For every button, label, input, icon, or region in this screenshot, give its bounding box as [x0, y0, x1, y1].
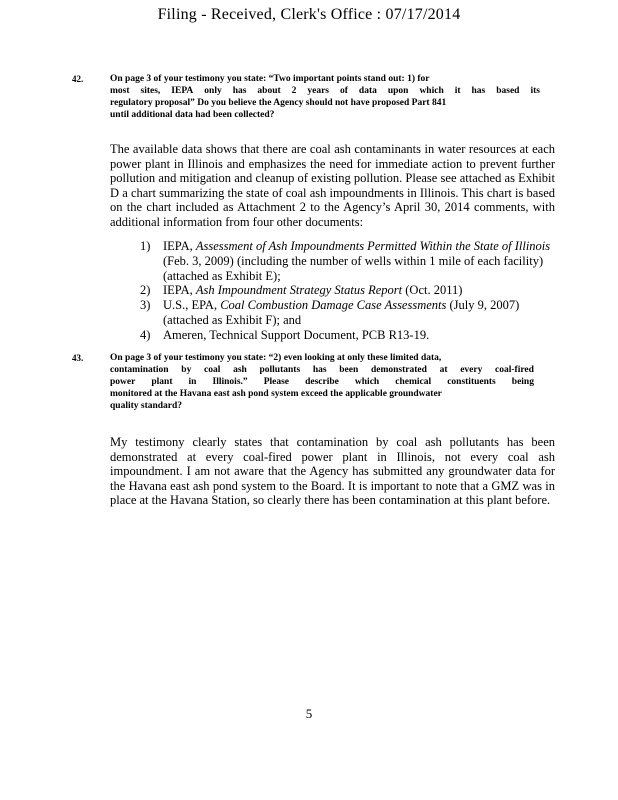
question-42-word: data	[358, 86, 377, 96]
source-details: (Oct. 2011)	[402, 283, 463, 298]
source-list-number: 1)	[140, 239, 151, 253]
source-author: Ameren, Technical Support Document, PCB R13-19.	[163, 327, 430, 342]
answer-42-paragraph: The available data shows that there are coal ash contaminants in water resources at each power plant in Illinois and emphasizes the need for immediate action to prevent further pollution and mitigation and cleanup of existing pollution. Please see attached as Exhibit D a chart summarizing the state of coal ash impoundments in Illinois. This chart is based on the chart included as Attachment 2 to the Agency’s April 30, 2014 comments, with additional information from four other documents:	[110, 142, 555, 229]
source-document-list	[140, 239, 560, 343]
filing-header: Filing - Received, Clerk's Office : 07/17/2014	[157, 6, 461, 23]
question-42-line-2	[110, 85, 540, 97]
question-43-word: constituents	[447, 377, 496, 387]
question-42-word: has	[232, 86, 247, 96]
question-43-word: pollutants	[259, 365, 301, 375]
question-43-word: Please	[263, 377, 290, 387]
source-list-text	[163, 298, 560, 328]
source-list-text	[163, 239, 560, 283]
question-number-42: 42.	[72, 74, 84, 84]
question-43	[110, 352, 534, 412]
page-number: 5	[305, 706, 313, 721]
question-42-word: years	[307, 86, 330, 96]
source-author: U.S., EPA,	[163, 298, 221, 313]
question-42-word: about	[257, 86, 281, 96]
question-42	[110, 73, 540, 121]
question-43-line-1: On page 3 of your testimony you state: “2) even looking at only these limited data,	[110, 353, 442, 363]
question-43-word: chemical	[395, 377, 432, 387]
question-42-line-3: regulatory proposal” Do you believe the Agency should not have proposed Part 841	[110, 98, 447, 108]
question-43-word: coal-fired	[495, 365, 534, 375]
question-43-word: which	[354, 377, 380, 387]
source-list-item	[140, 328, 560, 343]
question-43-line-5: quality standard?	[110, 401, 183, 411]
answer-43-paragraph: My testimony clearly states that contamination by coal ash pollutants has been demonstrated at every coal-fired power plant in Illinois, not every coal ash impoundment. I am not aware that the Agency has submitted any groundwater data for the Havana east ash pond system to the Board. It is important to note that a GMZ was in place at the Havana Station, so clearly there has been contamination at this plant before.	[110, 435, 555, 508]
source-details: (Feb. 3, 2009) (including the number of wells within 1 mile of each facility) (attached as Exhibit E);	[163, 253, 544, 283]
question-42-word: 2	[291, 86, 297, 96]
question-43-word: Illinois.”	[212, 377, 248, 387]
question-42-word: has	[471, 86, 486, 96]
question-43-word: describe	[305, 377, 339, 387]
question-42-word: which	[419, 86, 444, 96]
question-43-line-3	[110, 376, 534, 388]
source-title: Coal Combustion Damage Case Assessments	[220, 298, 447, 313]
question-43-word: coal	[204, 365, 221, 375]
question-43-word: at	[439, 365, 448, 375]
question-43-word: in	[188, 377, 197, 387]
question-42-line-4: until additional data had been collected?	[110, 110, 275, 120]
question-43-word: plant	[151, 377, 173, 387]
question-43-word: power	[110, 377, 136, 387]
question-43-word: every	[460, 365, 483, 375]
source-list-number: 4)	[140, 327, 151, 342]
question-43-word: ash	[233, 365, 247, 375]
question-42-word: sites,	[140, 86, 161, 96]
source-list-text	[163, 328, 560, 343]
question-42-word: only	[204, 86, 222, 96]
question-43-word: contamination	[110, 365, 169, 375]
question-43-word: by	[181, 365, 192, 375]
question-42-word: of	[340, 86, 348, 96]
question-42-word: it	[454, 86, 461, 96]
question-43-line-4: monitored at the Havana east ash pond system exceed the applicable groundwater	[110, 389, 442, 399]
question-43-word: been	[339, 365, 359, 375]
source-list-item	[140, 298, 560, 328]
source-list-item	[140, 283, 560, 298]
question-42-word: most	[110, 86, 130, 96]
source-list-text	[163, 283, 560, 298]
source-author: IEPA,	[163, 283, 196, 298]
source-details: (July 9, 2007) (attached as Exhibit F); and	[163, 298, 520, 327]
source-list-item	[140, 239, 560, 283]
question-43-line-2	[110, 364, 534, 376]
question-43-word: demonstrated	[370, 365, 427, 375]
question-42-word: upon	[387, 86, 409, 96]
question-42-word: IEPA	[171, 86, 194, 96]
question-43-word: being	[511, 377, 534, 387]
question-42-line-1: On page 3 of your testimony you state: “Two important points stand out: 1) for	[110, 74, 430, 84]
question-43-word: has	[312, 365, 327, 375]
source-author: IEPA,	[163, 239, 196, 253]
question-42-word: its	[530, 86, 540, 96]
source-list-number: 3)	[140, 298, 151, 313]
source-list-number: 2)	[140, 283, 151, 298]
question-number-43: 43.	[72, 353, 84, 363]
source-title: Assessment of Ash Impoundments Permitted Within the State of Illinois	[195, 239, 551, 253]
source-title: Ash Impoundment Strategy Status Report	[195, 283, 403, 298]
question-42-word: based	[496, 86, 520, 96]
